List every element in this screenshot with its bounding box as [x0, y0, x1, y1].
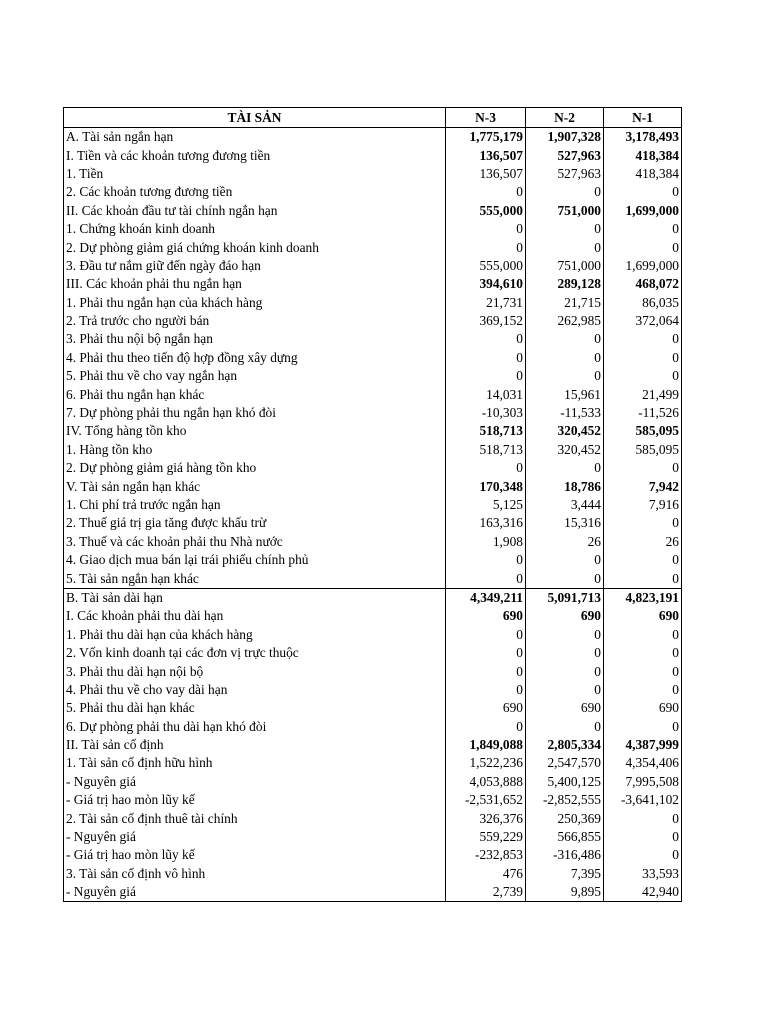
row-label: - Giá trị hao mòn lũy kế [64, 791, 446, 809]
value-n3: 0 [446, 681, 526, 699]
value-n3: 136,507 [446, 165, 526, 183]
value-n1: 0 [604, 846, 682, 864]
row-label: I. Tiền và các khoản tương đương tiền [64, 146, 446, 164]
table-row [64, 809, 682, 827]
value-n1: 0 [604, 569, 682, 588]
row-label: - Nguyên giá [64, 773, 446, 791]
table-row [64, 569, 682, 588]
row-label: 2. Thuế giá trị gia tăng được khấu trừ [64, 514, 446, 532]
row-label: - Giá trị hao mòn lũy kế [64, 846, 446, 864]
table-row [64, 441, 682, 459]
row-label: IV. Tổng hàng tồn kho [64, 422, 446, 440]
row-label: 1. Phải thu dài hạn của khách hàng [64, 626, 446, 644]
table-row [64, 662, 682, 680]
value-n1: 33,593 [604, 865, 682, 883]
table-row [64, 128, 682, 147]
value-n1: 1,699,000 [604, 257, 682, 275]
value-n2: 289,128 [526, 275, 604, 293]
value-n2: 527,963 [526, 165, 604, 183]
table-row [64, 422, 682, 440]
value-n1: 0 [604, 718, 682, 736]
value-n3: 518,713 [446, 422, 526, 440]
value-n1: 3,178,493 [604, 128, 682, 147]
value-n3: 2,739 [446, 883, 526, 902]
value-n1: 0 [604, 238, 682, 256]
value-n1: 0 [604, 626, 682, 644]
table-row [64, 496, 682, 514]
value-n1: 86,035 [604, 294, 682, 312]
value-n2: 5,400,125 [526, 773, 604, 791]
value-n1: 585,095 [604, 441, 682, 459]
table-row [64, 718, 682, 736]
value-n2: 690 [526, 607, 604, 625]
row-label: 6. Phải thu ngắn hạn khác [64, 385, 446, 403]
value-n3: 21,731 [446, 294, 526, 312]
row-label: 4. Giao dịch mua bán lại trái phiếu chính phủ [64, 551, 446, 569]
table-row [64, 459, 682, 477]
table-row [64, 626, 682, 644]
value-n2: 751,000 [526, 257, 604, 275]
row-label: 4. Phải thu theo tiến độ hợp đồng xây dựng [64, 349, 446, 367]
value-n3: 690 [446, 699, 526, 717]
value-n2: -11,533 [526, 404, 604, 422]
value-n1: 0 [604, 662, 682, 680]
value-n1: 418,384 [604, 146, 682, 164]
value-n3: 0 [446, 459, 526, 477]
value-n1: 4,823,191 [604, 588, 682, 607]
table-row [64, 644, 682, 662]
value-n3: 4,053,888 [446, 773, 526, 791]
row-label: V. Tài sản ngắn hạn khác [64, 477, 446, 495]
table-row [64, 183, 682, 201]
value-n2: 0 [526, 349, 604, 367]
value-n2: -2,852,555 [526, 791, 604, 809]
value-n2: 0 [526, 662, 604, 680]
row-label: 5. Phải thu về cho vay ngắn hạn [64, 367, 446, 385]
value-n2: 0 [526, 459, 604, 477]
value-n2: 2,547,570 [526, 754, 604, 772]
value-n3: 555,000 [446, 257, 526, 275]
row-label: 1. Chứng khoán kinh doanh [64, 220, 446, 238]
table-row [64, 349, 682, 367]
table-row [64, 330, 682, 348]
value-n1: 0 [604, 330, 682, 348]
table-row [64, 588, 682, 607]
row-label: 1. Phải thu ngắn hạn của khách hàng [64, 294, 446, 312]
value-n3: 0 [446, 220, 526, 238]
table-row [64, 294, 682, 312]
value-n2: 2,805,334 [526, 736, 604, 754]
assets-table [63, 107, 682, 902]
row-label: 3. Thuế và các khoản phải thu Nhà nước [64, 533, 446, 551]
value-n1: 0 [604, 514, 682, 532]
value-n2: 26 [526, 533, 604, 551]
value-n2: 15,961 [526, 385, 604, 403]
row-label: 2. Vốn kinh doanh tại các đơn vị trực thuộc [64, 644, 446, 662]
table-row [64, 533, 682, 551]
row-label: - Nguyên giá [64, 883, 446, 902]
value-n1: 0 [604, 644, 682, 662]
row-label: 1. Tiền [64, 165, 446, 183]
value-n1: 690 [604, 699, 682, 717]
value-n2: 320,452 [526, 422, 604, 440]
value-n1: 7,995,508 [604, 773, 682, 791]
table-row [64, 754, 682, 772]
value-n1: 0 [604, 183, 682, 201]
value-n2: 21,715 [526, 294, 604, 312]
value-n1: 0 [604, 349, 682, 367]
value-n1: 0 [604, 220, 682, 238]
value-n2: 18,786 [526, 477, 604, 495]
value-n3: -2,531,652 [446, 791, 526, 809]
table-row [64, 773, 682, 791]
table-row [64, 828, 682, 846]
table-row [64, 367, 682, 385]
table-row [64, 883, 682, 902]
row-label: 2. Tài sản cố định thuê tài chính [64, 809, 446, 827]
value-n2: 527,963 [526, 146, 604, 164]
row-label: 6. Dự phòng phải thu dài hạn khó đòi [64, 718, 446, 736]
value-n1: 0 [604, 551, 682, 569]
value-n1: 21,499 [604, 385, 682, 403]
value-n3: 163,316 [446, 514, 526, 532]
row-label: 2. Dự phòng giảm giá chứng khoán kinh doanh [64, 238, 446, 256]
table-row [64, 165, 682, 183]
value-n2: -316,486 [526, 846, 604, 864]
value-n1: 42,940 [604, 883, 682, 902]
header-n3: N-3 [446, 108, 526, 128]
value-n2: 7,395 [526, 865, 604, 883]
table-row [64, 275, 682, 293]
value-n2: 0 [526, 644, 604, 662]
header-n1: N-1 [604, 108, 682, 128]
value-n2: 0 [526, 238, 604, 256]
value-n3: 5,125 [446, 496, 526, 514]
table-row [64, 607, 682, 625]
value-n3: 1,522,236 [446, 754, 526, 772]
table-row [64, 477, 682, 495]
value-n3: 1,908 [446, 533, 526, 551]
row-label: 5. Tài sản ngắn hạn khác [64, 569, 446, 588]
value-n2: 5,091,713 [526, 588, 604, 607]
value-n3: 0 [446, 569, 526, 588]
row-label: B. Tài sản dài hạn [64, 588, 446, 607]
value-n2: 751,000 [526, 202, 604, 220]
value-n2: 9,895 [526, 883, 604, 902]
value-n3: 369,152 [446, 312, 526, 330]
value-n3: 394,610 [446, 275, 526, 293]
table-row [64, 146, 682, 164]
table-row [64, 312, 682, 330]
value-n2: 566,855 [526, 828, 604, 846]
row-label: III. Các khoản phải thu ngắn hạn [64, 275, 446, 293]
value-n3: 0 [446, 718, 526, 736]
value-n3: 0 [446, 644, 526, 662]
table-row [64, 202, 682, 220]
value-n1: 0 [604, 828, 682, 846]
row-label: A. Tài sản ngắn hạn [64, 128, 446, 147]
value-n1: 0 [604, 367, 682, 385]
value-n1: 468,072 [604, 275, 682, 293]
value-n3: 0 [446, 330, 526, 348]
value-n3: 690 [446, 607, 526, 625]
row-label: 1. Tài sản cố định hữu hình [64, 754, 446, 772]
row-label: 3. Phải thu dài hạn nội bộ [64, 662, 446, 680]
value-n3: 0 [446, 238, 526, 256]
value-n1: 26 [604, 533, 682, 551]
value-n3: 0 [446, 626, 526, 644]
value-n3: 0 [446, 551, 526, 569]
header-row [64, 108, 682, 128]
table-row [64, 699, 682, 717]
row-label: - Nguyên giá [64, 828, 446, 846]
value-n2: 320,452 [526, 441, 604, 459]
value-n3: 14,031 [446, 385, 526, 403]
table-row [64, 385, 682, 403]
value-n3: -232,853 [446, 846, 526, 864]
row-label: 3. Đầu tư nắm giữ đến ngày đáo hạn [64, 257, 446, 275]
value-n3: 518,713 [446, 441, 526, 459]
value-n2: 262,985 [526, 312, 604, 330]
row-label: 5. Phải thu dài hạn khác [64, 699, 446, 717]
header-n2: N-2 [526, 108, 604, 128]
value-n1: 585,095 [604, 422, 682, 440]
value-n1: 4,387,999 [604, 736, 682, 754]
value-n2: 250,369 [526, 809, 604, 827]
value-n1: 4,354,406 [604, 754, 682, 772]
value-n2: 0 [526, 551, 604, 569]
value-n2: 0 [526, 718, 604, 736]
row-label: 4. Phải thu về cho vay dài hạn [64, 681, 446, 699]
value-n3: 555,000 [446, 202, 526, 220]
value-n1: 0 [604, 681, 682, 699]
table-row [64, 257, 682, 275]
value-n3: 0 [446, 183, 526, 201]
row-label: 3. Phải thu nội bộ ngắn hạn [64, 330, 446, 348]
value-n2: 690 [526, 699, 604, 717]
value-n2: 1,907,328 [526, 128, 604, 147]
value-n1: 0 [604, 809, 682, 827]
header-label: TÀI SẢN [64, 108, 446, 128]
value-n3: 476 [446, 865, 526, 883]
value-n1: -3,641,102 [604, 791, 682, 809]
row-label: 2. Trả trước cho người bán [64, 312, 446, 330]
table-row [64, 238, 682, 256]
row-label: 2. Dự phòng giảm giá hàng tồn kho [64, 459, 446, 477]
value-n1: 1,699,000 [604, 202, 682, 220]
table-row [64, 865, 682, 883]
value-n2: 3,444 [526, 496, 604, 514]
value-n2: 15,316 [526, 514, 604, 532]
value-n3: 1,849,088 [446, 736, 526, 754]
value-n2: 0 [526, 330, 604, 348]
value-n3: -10,303 [446, 404, 526, 422]
row-label: 1. Chi phí trả trước ngắn hạn [64, 496, 446, 514]
value-n2: 0 [526, 183, 604, 201]
value-n1: -11,526 [604, 404, 682, 422]
row-label: 1. Hàng tồn kho [64, 441, 446, 459]
row-label: 2. Các khoản tương đương tiền [64, 183, 446, 201]
value-n3: 4,349,211 [446, 588, 526, 607]
value-n2: 0 [526, 220, 604, 238]
value-n3: 136,507 [446, 146, 526, 164]
value-n3: 1,775,179 [446, 128, 526, 147]
value-n3: 559,229 [446, 828, 526, 846]
value-n1: 0 [604, 459, 682, 477]
value-n2: 0 [526, 626, 604, 644]
row-label: II. Các khoản đầu tư tài chính ngắn hạn [64, 202, 446, 220]
value-n3: 0 [446, 662, 526, 680]
value-n1: 7,942 [604, 477, 682, 495]
table-row [64, 681, 682, 699]
table-row [64, 791, 682, 809]
row-label: I. Các khoản phải thu dài hạn [64, 607, 446, 625]
value-n2: 0 [526, 367, 604, 385]
table-row [64, 220, 682, 238]
value-n2: 0 [526, 569, 604, 588]
table-row [64, 404, 682, 422]
value-n3: 326,376 [446, 809, 526, 827]
value-n3: 0 [446, 367, 526, 385]
value-n3: 0 [446, 349, 526, 367]
value-n1: 418,384 [604, 165, 682, 183]
value-n2: 0 [526, 681, 604, 699]
value-n1: 690 [604, 607, 682, 625]
row-label: II. Tài sản cố định [64, 736, 446, 754]
table-row [64, 514, 682, 532]
value-n1: 372,064 [604, 312, 682, 330]
table-row [64, 551, 682, 569]
row-label: 3. Tài sản cố định vô hình [64, 865, 446, 883]
row-label: 7. Dự phòng phải thu ngắn hạn khó đòi [64, 404, 446, 422]
value-n3: 170,348 [446, 477, 526, 495]
value-n1: 7,916 [604, 496, 682, 514]
table-row [64, 736, 682, 754]
table-row [64, 846, 682, 864]
balance-sheet [63, 107, 681, 902]
